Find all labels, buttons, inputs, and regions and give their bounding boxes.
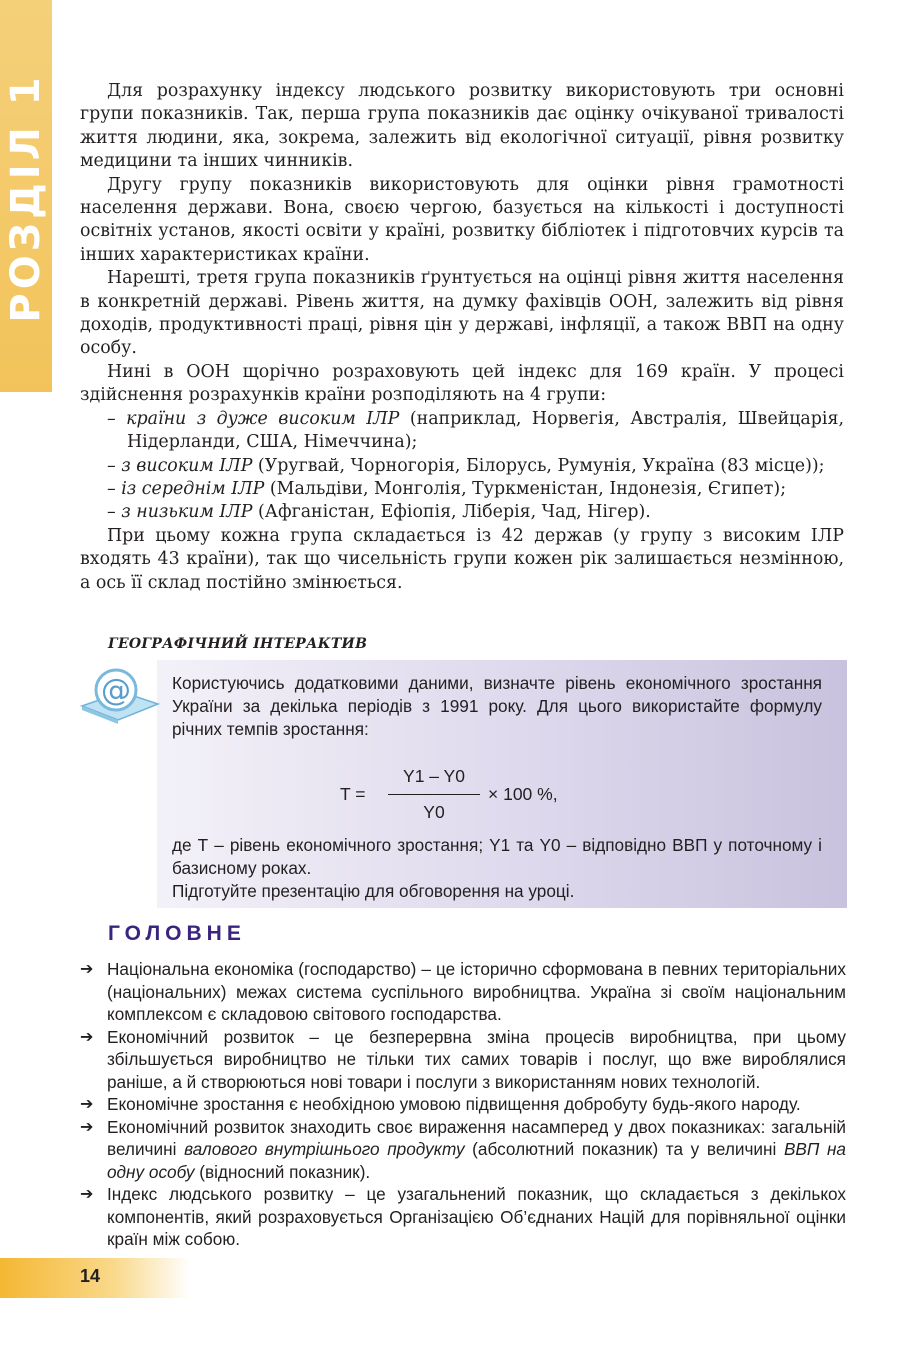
summary-list <box>80 958 846 1251</box>
interactive-title: ГЕОГРАФІЧНИЙ ІНТЕРАКТИВ <box>108 636 368 652</box>
arrow-right-icon: ➔ <box>80 1116 94 1136</box>
interactive-task-text: Користуючись додатковими даними, визначте рівень економічного зростання України за декілька періодів з 1991 року. Для цього використайте формулу річних темпів зростання: <box>172 673 822 739</box>
at-sign-icon <box>78 662 160 734</box>
arrow-right-icon: ➔ <box>80 959 94 978</box>
list-item: – з високим ІЛР (Уругвай, Чорногорія, Білорусь, Румунія, Україна (83 місце)); <box>107 455 825 476</box>
list-item: ➔ Економічний розвиток – це безперервна зміна процесів виробництва, при цьому збільшується виробництво не тільки тих самих товарів і послуг, що вже вироблялися раніше, а й створюються нові товари і послуги з використанням нових технологій. <box>80 1026 846 1092</box>
formula-denominator: Y0 <box>423 802 445 822</box>
country-groups-list <box>80 408 844 525</box>
formula-numerator: Y1 – Y0 <box>403 766 465 786</box>
arrow-right-icon: ➔ <box>80 1026 94 1046</box>
arrow-right-icon: ➔ <box>80 1184 94 1203</box>
list-item: ➔ Економічний розвиток знаходить своє вираження насамперед у двох показниках: загальній величині валового внутрішнього продукту (абсолютний показник) та у величині ВВП на одну особу (відносний показник). <box>80 1116 846 1182</box>
summary-heading: ГОЛОВНЕ <box>108 922 246 945</box>
formula-rhs: × 100 %, <box>488 784 558 804</box>
formula-lhs: T = <box>340 784 366 804</box>
interactive-explanation <box>172 834 822 903</box>
presentation-prompt: Підготуйте презентацію для обговорення на уроці. <box>172 881 575 901</box>
list-item: ➔ Індекс людського розвитку – це узагальнений показник, що складається з декількох компонентів, який розраховується Організацією Об’єднаних Націй для порівняльної оцінки країн між собою. <box>80 1184 846 1249</box>
body-text <box>80 80 844 595</box>
list-item: ➔ Національна економіка (господарство) – це історично сформована в певних територіальних (національних) межах система суспільного виробництва. Україна зі своїм національним комплексом є складовою світового господарства. <box>80 959 846 1024</box>
list-item: – країни з дуже високим ІЛР (наприклад, Норвегія, Австралія, Швейцарія, Нідерланди, США, Німеччина); <box>107 408 844 453</box>
paragraph-5: При цьому кожна група складається із 42 держав (у групу з високим ІЛР входять 43 країни), так що чисельність групи кожен рік залишається незмінною, а ось її склад постійно змінюється. <box>80 525 844 593</box>
fraction-bar <box>388 794 480 795</box>
list-item: – з низьким ІЛР (Афганістан, Ефіопія, Ліберія, Чад, Нігер). <box>107 502 651 523</box>
paragraph-2: Другу групу показників використовують для оцінки рівня грамотності населення держави. Вона, своєю чергою, базується на кількості і доступності освітніх установ, якості освіти у країні, розвитку бібліотек і підготовчих курсів та інших характеристиках країни. <box>80 174 844 265</box>
list-item: ➔ Економічне зростання є необхідною умовою підвищення добробуту будь-якого народу. <box>80 1094 801 1114</box>
formula-explanation: де Т – рівень економічного зростання; Y1 та Y0 – відповідно ВВП у поточному і базисному роках. <box>172 835 822 878</box>
section-label: РОЗДІЛ 1 <box>3 73 49 323</box>
section-band <box>0 0 52 392</box>
list-item: – із середнім ІЛР (Мальдіви, Монголія, Туркменістан, Індонезія, Єгипет); <box>107 478 787 499</box>
page-number: 14 <box>80 1266 101 1286</box>
paragraph-3: Нарешті, третя група показників ґрунтується на оцінці рівня життя населення в конкретній державі. Рівень життя, на думку фахівців ООН, залежить від рівня доходів, продуктивності праці, рівня цін у державі, інфляції, а також ВВП на одну особу. <box>80 268 844 359</box>
svg-text:@: @ <box>101 673 131 708</box>
paragraph-1: Для розрахунку індексу людського розвитку використовують три основні групи показників. Так, перша група показників дає оцінку очікуваної тривалості життя людини, яка, зокрема, залежить від екологічної ситуації, рівня розвитку медицини та інших чинників. <box>80 81 844 172</box>
arrow-right-icon: ➔ <box>80 1094 94 1113</box>
paragraph-4: Нині в ООН щорічно розраховують цей індекс для 169 країн. У процесі здійснення розрахунків країни розподіляють на 4 групи: <box>80 361 844 406</box>
